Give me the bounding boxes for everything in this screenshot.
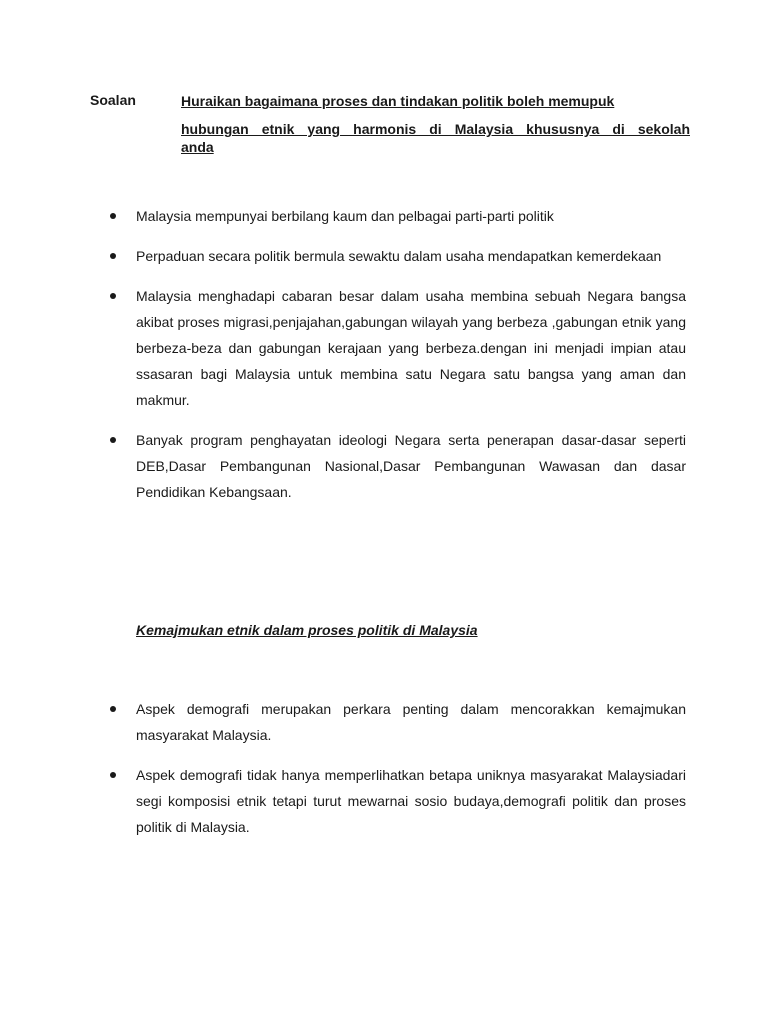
list-item [108,762,686,840]
bullet-dot-icon [110,772,116,778]
bullet-list-intro [108,203,686,519]
bullet-dot-icon [110,213,116,219]
list-item-text: Malaysia menghadapi cabaran besar dalam usaha membina sebuah Negara bangsa akibat proses migrasi,penjajahan,gabungan wilayah yang berbeza ,gabungan etnik yang berbeza-beza dan gabungan kerajaan yang berbeza.dengan ini menjadi impian atau ssasaran bagi Malaysia untuk membina satu Negara satu bangsa yang aman dan makmur. [136,288,686,408]
question-line-2: hubungan etnik yang harmonis di Malaysia khususnya di sekolah [181,121,690,138]
list-item-text: Malaysia mempunyai berbilang kaum dan pelbagai parti-parti politik [136,208,554,224]
list-item-text: Aspek demografi tidak hanya memperlihatkan betapa uniknya masyarakat Malaysiadari segi komposisi etnik tetapi turut mewarnai sosio budaya,demografi politik dan proses politik di Malaysia. [136,767,686,835]
bullet-dot-icon [110,437,116,443]
question-text [181,92,690,157]
list-item-text: Banyak program penghayatan ideologi Negara serta penerapan dasar-dasar seperti DEB,Dasar Pembangunan Nasional,Dasar Pembangunan Wawasan dan dasar Pendidikan Kebangsaan. [136,432,686,500]
list-item [108,427,686,505]
list-item-text: Aspek demografi merupakan perkara penting dalam mencorakkan kemajmukan masyarakat Malaysia. [136,701,686,743]
bullet-dot-icon [110,293,116,299]
bullet-dot-icon [110,706,116,712]
bullet-list-demografi [108,696,686,854]
list-item [108,243,686,269]
question-label: Soalan [90,92,136,108]
list-item [108,696,686,748]
question-line-3: anda [181,139,214,156]
list-item [108,203,686,229]
question-line-1: Huraikan bagaimana proses dan tindakan politik boleh memupuk [181,93,615,109]
list-item-text: Perpaduan secara politik bermula sewaktu dalam usaha mendapatkan kemerdekaan [136,248,662,264]
list-item [108,283,686,413]
section-heading: Kemajmukan etnik dalam proses politik di Malaysia [136,622,478,638]
bullet-dot-icon [110,253,116,259]
